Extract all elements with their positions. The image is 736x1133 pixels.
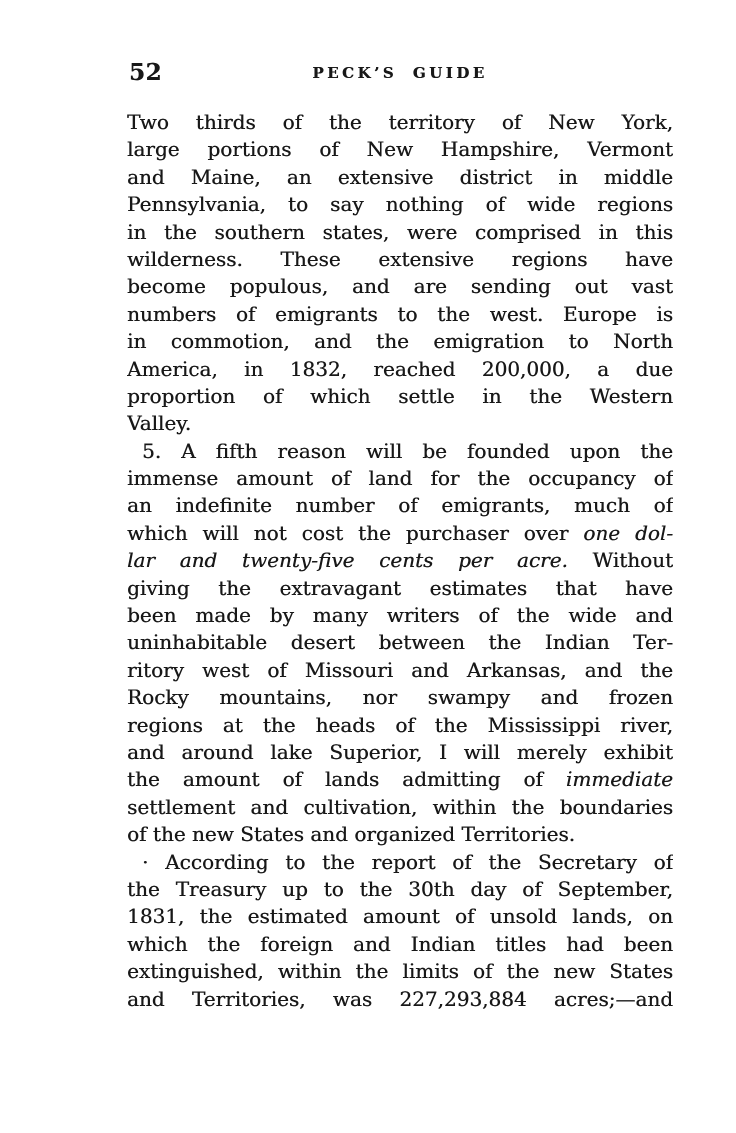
text-segment: Pennsylvania, to say nothing of wide regions bbox=[127, 192, 673, 217]
text-line bbox=[127, 629, 673, 656]
text-segment: 5. A fifth reason will be founded upon the bbox=[142, 438, 673, 463]
text-line bbox=[127, 794, 673, 821]
page-number: 52 bbox=[129, 59, 163, 86]
text-segment: Valley. bbox=[127, 411, 192, 436]
text-line bbox=[127, 821, 673, 848]
text-segment: extinguished, within the limits of the new States bbox=[127, 959, 673, 984]
text-line bbox=[127, 465, 673, 492]
text-segment: America, in 1832, reached 200,000, a due bbox=[127, 356, 673, 381]
text-line bbox=[127, 684, 673, 711]
text-segment: and Maine, an extensive district in middle bbox=[127, 164, 673, 189]
text-segment: in commotion, and the emigration to North bbox=[127, 329, 673, 354]
text-segment: lar and twenty-five cents per acre. bbox=[127, 548, 568, 573]
text-line bbox=[127, 273, 673, 300]
text-segment: immense amount of land for the occupancy of bbox=[127, 466, 673, 491]
text-segment: the Treasury up to the 30th day of September, bbox=[127, 876, 673, 901]
text-line bbox=[127, 301, 673, 328]
text-line bbox=[127, 164, 673, 191]
text-segment: wilderness. These extensive regions have bbox=[127, 246, 673, 271]
text-segment: and around lake Superior, I will merely exhibit bbox=[127, 739, 673, 764]
body-text-block bbox=[127, 109, 673, 1013]
text-segment: settlement and cultivation, within the boundaries bbox=[127, 794, 673, 819]
text-line bbox=[127, 383, 673, 410]
text-line bbox=[127, 410, 673, 437]
text-segment: an indefinite number of emigrants, much of bbox=[127, 493, 673, 518]
text-line bbox=[127, 657, 673, 684]
text-line bbox=[127, 712, 673, 739]
text-segment: giving the extravagant estimates that have bbox=[127, 575, 673, 600]
text-segment: Two thirds of the territory of New York, bbox=[127, 110, 673, 134]
text-segment: Rocky mountains, nor swampy and frozen bbox=[127, 685, 673, 710]
text-line bbox=[127, 356, 673, 383]
text-line bbox=[127, 219, 673, 246]
page-header bbox=[127, 59, 673, 87]
text-segment: immediate bbox=[565, 767, 673, 792]
text-line bbox=[127, 766, 673, 793]
text-line bbox=[127, 903, 673, 930]
text-segment: regions at the heads of the Mississippi river, bbox=[127, 712, 673, 737]
text-line bbox=[127, 136, 673, 163]
text-segment: proportion of which settle in the Western bbox=[127, 383, 673, 408]
text-segment: ritory west of Missouri and Arkansas, and the bbox=[127, 657, 673, 682]
text-line bbox=[127, 575, 673, 602]
text-line bbox=[127, 438, 673, 465]
text-line bbox=[127, 246, 673, 273]
text-segment: the amount of lands admitting of bbox=[127, 767, 566, 792]
text-segment: and Territories, was 227,293,884 acres;—and bbox=[127, 986, 673, 1011]
text-segment: · According to the report of the Secretary of bbox=[142, 849, 673, 874]
text-line bbox=[127, 520, 673, 547]
text-segment: Without bbox=[567, 548, 673, 573]
text-line bbox=[127, 109, 673, 136]
text-line bbox=[127, 931, 673, 958]
text-line bbox=[127, 739, 673, 766]
text-line bbox=[127, 328, 673, 355]
text-segment: been made by many writers of the wide and bbox=[127, 603, 673, 628]
text-segment: uninhabitable desert between the Indian Ter- bbox=[127, 630, 673, 655]
text-segment: numbers of emigrants to the west. Europe is bbox=[127, 301, 673, 326]
text-segment: become populous, and are sending out vast bbox=[127, 274, 673, 299]
text-line bbox=[127, 849, 673, 876]
text-segment: one dol- bbox=[583, 520, 673, 545]
text-segment: of the new States and organized Territories. bbox=[127, 822, 575, 847]
text-line bbox=[127, 986, 673, 1013]
text-line bbox=[127, 547, 673, 574]
text-segment: in the southern states, were comprised in this bbox=[127, 219, 673, 244]
text-segment: which the foreign and Indian titles had been bbox=[127, 931, 673, 956]
running-header-title: PECK’S GUIDE bbox=[312, 64, 488, 82]
text-line bbox=[127, 602, 673, 629]
text-line bbox=[127, 958, 673, 985]
text-line bbox=[127, 492, 673, 519]
text-line bbox=[127, 191, 673, 218]
text-segment: 1831, the estimated amount of unsold lands, on bbox=[127, 904, 673, 929]
text-segment: large portions of New Hampshire, Vermont bbox=[127, 137, 673, 162]
text-line bbox=[127, 876, 673, 903]
text-segment: which will not cost the purchaser over bbox=[127, 520, 584, 545]
